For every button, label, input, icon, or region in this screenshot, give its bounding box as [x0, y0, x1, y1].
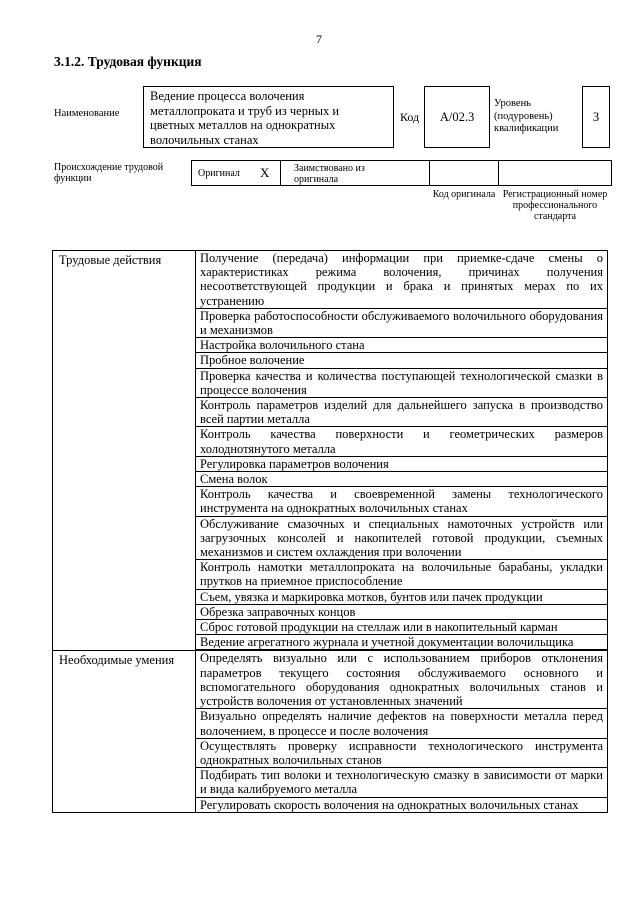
- section-title: 3.1.2. Трудовая функция: [54, 54, 202, 69]
- item-cell: Сброс готовой продукции на стеллаж или в накопительный карман: [196, 620, 608, 635]
- item-cell: Пробное волочение: [196, 353, 608, 368]
- item-cell: Подбирать тип волоки и технологическую смазку в зависимости от марки и вида калибруемого металла: [196, 768, 608, 797]
- level-label: Уровень (подуровень) квалификации: [494, 98, 559, 134]
- original-mark: X: [260, 165, 270, 180]
- item-cell: Контроль качества поверхности и геометрических размеров холоднотянутого металла: [196, 427, 608, 456]
- item-cell: Проверка работоспособности обслуживаемого волочильного оборудования и механизмов: [196, 308, 608, 337]
- category-cell: Трудовые действия: [53, 251, 196, 651]
- item-cell: Обрезка заправочных концов: [196, 604, 608, 619]
- table-row: [53, 251, 608, 309]
- borrowed-label: Заимствовано из оригинала: [294, 163, 365, 185]
- code-caption: Код оригинала: [432, 189, 496, 200]
- item-cell: Съем, увязка и маркировка мотков, бунтов или пачек продукции: [196, 589, 608, 604]
- level-value: 3: [592, 109, 600, 124]
- item-cell: Осуществлять проверку исправности технологического инструмента однократных волочильных станов: [196, 738, 608, 767]
- item-cell: Получение (передача) информации при приемке-сдаче смены о характеристиках режима волочения, причинах получения несоответствующей продукции и брака и принятых мерах по их устранению: [196, 251, 608, 309]
- code-value: A/02.3: [439, 109, 475, 124]
- page-number: 7: [316, 32, 322, 46]
- labor-function-table: [52, 250, 608, 813]
- original-label: Оригинал: [198, 168, 240, 179]
- item-cell: Контроль намотки металлопроката на волочильные барабаны, укладки прутков на приемное приспособление: [196, 560, 608, 589]
- item-cell: Контроль параметров изделий для дальнейшего запуска в производство всей партии металла: [196, 398, 608, 427]
- item-cell: Регулировать скорость волочения на однократных волочильных станах: [196, 797, 608, 812]
- function-name-box: [143, 86, 394, 148]
- borrowed-box: [280, 160, 430, 186]
- reg-caption: Регистрационный номер профессионального стандарта: [502, 189, 608, 222]
- item-cell: Определять визуально или с использованием приборов отклонения параметров текущего состояния обслуживаемого основного и вспомогательного оборудования однократных волочильных станов и устройств волочения от установленных значений: [196, 650, 608, 708]
- code-label: Код: [400, 110, 420, 124]
- item-cell: Контроль качества и своевременной замены технологического инструмента на однократных волочильных станах: [196, 487, 608, 516]
- item-cell: Настройка волочильного стана: [196, 338, 608, 353]
- level-box: [582, 86, 610, 148]
- table-row: [53, 650, 608, 708]
- function-name: Ведение процесса волочения металлопроката и труб из черных и цветных металлов на однократных волочильных станах: [150, 89, 340, 147]
- category-cell: Необходимые умения: [53, 650, 196, 812]
- item-cell: Проверка качества и количества поступающей технологической смазки в процессе волочения: [196, 368, 608, 397]
- origin-reg-box: [498, 160, 612, 186]
- item-cell: Визуально определять наличие дефектов на поверхности металла перед волочением, в процессе и после волочения: [196, 709, 608, 738]
- code-box: [424, 86, 490, 148]
- item-cell: Смена волок: [196, 472, 608, 487]
- origin-code-box: [429, 160, 499, 186]
- original-box: [191, 160, 281, 186]
- item-cell: Регулировка параметров волочения: [196, 456, 608, 471]
- name-label: Наименование: [54, 108, 120, 119]
- item-cell: Ведение агрегатного журнала и учетной документации волочильщика: [196, 635, 608, 651]
- origin-label: Происхождение трудовой функции: [54, 162, 164, 184]
- item-cell: Обслуживание смазочных и специальных намоточных устройств или загрузочных консолей и накопителей готовой продукции, съемных механизмов и систем охлаждения при волочении: [196, 516, 608, 560]
